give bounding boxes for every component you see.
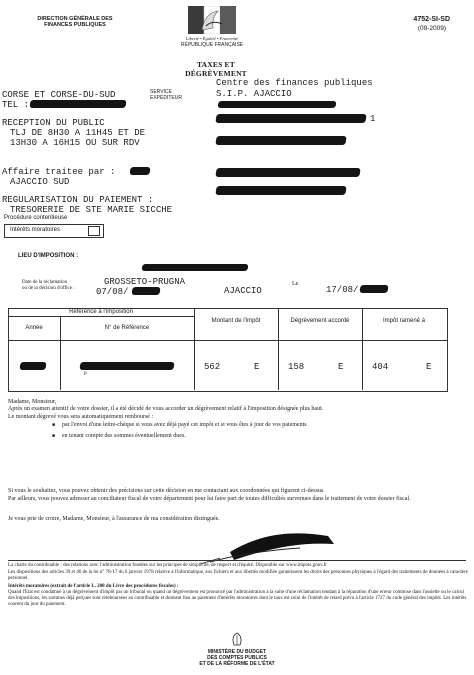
table-montant: 562 bbox=[204, 362, 221, 372]
form-code: 4752-SI-SD bbox=[413, 16, 450, 23]
redaction-tel bbox=[29, 100, 126, 108]
table-degrevement: 158 bbox=[288, 362, 305, 372]
table-col-montant: Montant de l'impôt bbox=[211, 318, 261, 324]
motto: Liberté • Égalité • Fraternité bbox=[185, 36, 239, 41]
redaction-address-3 bbox=[215, 136, 346, 145]
letter-bullet-2: en tenant compte des sommes éventuellement dues. bbox=[62, 433, 186, 439]
redaction-reference bbox=[79, 362, 174, 370]
form-date: (09-2009) bbox=[417, 25, 446, 32]
reclamation-city: AJACCIO bbox=[224, 286, 262, 296]
reclamation-date2: 17/08/ bbox=[326, 285, 359, 295]
bullet-1-icon: ■ bbox=[52, 423, 56, 428]
table-montant-currency: E bbox=[254, 362, 260, 372]
ministry-line1: MINISTÈRE DU BUDGET bbox=[207, 649, 267, 655]
table-col-ref: N° de Référence bbox=[104, 325, 150, 331]
reclamation-label2: ou de la décision d'office : bbox=[22, 286, 75, 291]
letter-bullet-1: par l'envoi d'une lettre-chèque si vous avez déjà payé cet impôt et si vous êtes à jour de vos paiements bbox=[62, 422, 307, 428]
reclamation-le: Le bbox=[292, 281, 299, 287]
table-ramene: 404 bbox=[372, 362, 389, 372]
footer-interets-text: Quand l'Etat est condamné à un dégrèvement d'impôt par un tribunal ou quand un dégrèvement est prononcé par l'administration à la suite d'une réclamation tendant à la réparation d'une erreur commise dans l'assiette ou le calcul des impositions, les sommes déjà perçues sont remboursées au contribuable et donnent lieu au paiement d'intérêts moratoires dont le taux est celui de l'intérêt de retard prévu à l'article 1727 du code général des impôts. Les intérêts courent du jour du paiement. bbox=[8, 590, 467, 607]
table-col-annee: Année bbox=[25, 325, 43, 331]
letter-paragraph-2: Le montant dégrevé vous sera automatiquement remboursé : bbox=[8, 414, 154, 420]
redaction-date1 bbox=[131, 287, 160, 295]
letter-paragraph-4: Par ailleurs, vous pouvez adresser au conciliateur fiscal de votre département pour lui faire part de toutes difficultés survenues dans le traitement de votre dossier fiscal. bbox=[8, 496, 411, 502]
interets-moratoires-label: Intérêts moratoires bbox=[10, 227, 61, 233]
footer-charte: La charte du contribuable : des relations avec l'administration fondées sur les principes de simplicité, de respect et d'équité. Disponible sur www.impots.gouv.fr bbox=[8, 563, 327, 568]
direction-generale bbox=[30, 16, 120, 28]
reclamation-lieu: GROSSETO-PRUGNA bbox=[104, 277, 186, 287]
redaction-address-4 bbox=[215, 168, 360, 177]
reception-line2: TLJ DE 8H30 A 11H45 ET DE bbox=[10, 128, 146, 138]
table-ramene-currency: E bbox=[426, 362, 432, 372]
redaction-address-5 bbox=[215, 186, 346, 195]
table-ref-suffix: P bbox=[84, 372, 87, 377]
ministry-line3: ET DE LA RÉFORME DE L'ÉTAT bbox=[199, 661, 275, 667]
redaction-date2 bbox=[359, 285, 388, 293]
direction-line1: DIRECTION GÉNÉRALE DES bbox=[37, 16, 113, 22]
interets-moratoires-checkbox bbox=[88, 226, 100, 236]
sender-tel: TEL : bbox=[2, 100, 30, 110]
reclamation-date: 07/08/ bbox=[96, 287, 129, 297]
sender-centre: Centre des finances publiques bbox=[216, 78, 373, 88]
reclamation-label1: Date de la réclamation bbox=[22, 280, 68, 285]
footer-interets-title: Intérêts moratoires (extrait de l'article L. 208 du Livre des procédures fiscales) : bbox=[8, 584, 179, 589]
bullet-2-icon: ■ bbox=[52, 434, 56, 439]
letter-paragraph-5: Je vous prie de croire, Madame, Monsieur, à l'assurance de ma considération distinguée. bbox=[8, 516, 220, 522]
label-service: SERVICE bbox=[150, 89, 172, 95]
affaire-label: Affaire traitee par : bbox=[2, 167, 116, 177]
redaction-annee bbox=[19, 362, 46, 370]
ministry-logo bbox=[228, 632, 246, 646]
procedure-contentieuse: Procédure contentieuse bbox=[4, 215, 68, 221]
table-ref-header: Référence à l'imposition bbox=[69, 309, 133, 315]
redaction-affaire bbox=[129, 167, 150, 175]
sender-sip: S.I.P. AJACCIO bbox=[216, 89, 292, 99]
regularisation-value: TRESORERIE DE STE MARIE SICCHE bbox=[10, 205, 173, 215]
republique-francaise: RÉPUBLIQUE FRANÇAISE bbox=[180, 42, 244, 48]
signature-icon bbox=[200, 524, 350, 564]
signature bbox=[200, 524, 350, 564]
salutation: Madame, Monsieur, bbox=[8, 399, 57, 405]
ministry-line2: DES COMPTES PUBLICS bbox=[207, 655, 267, 661]
affaire-value: AJACCIO SUD bbox=[10, 177, 70, 187]
reception-line1: RECEPTION DU PUBLIC bbox=[2, 118, 105, 128]
letter-paragraph-1: Après un examen attentif de votre dossier, il a été décidé de vous accorder un dégrèvement relatif à l'imposition désignée plus haut. bbox=[8, 406, 324, 412]
ministry-emblem-icon bbox=[228, 632, 246, 646]
address-suffix: 1 bbox=[370, 114, 376, 124]
document-title: TAXES ET DÉGRÈVEMENT bbox=[185, 60, 247, 78]
sender-corse: CORSE ET CORSE-DU-SUD bbox=[2, 90, 116, 100]
footer-dispositions: Les dispositions des articles 39 et 40 de la loi n° 78-17 du 6 janvier 1978 relative à l'informatique, aux fichiers et aux libertés modifiée garantissent les droits des personnes physiques à l'égard des traitements de données à caractère personnel. bbox=[8, 570, 468, 581]
marianne-logo-icon bbox=[188, 6, 236, 34]
regularisation-label: REGULARISATION DU PAIEMENT : bbox=[2, 195, 154, 205]
lieu-imposition-label: LIEU D'IMPOSITION : bbox=[18, 253, 79, 259]
letter-paragraph-3: Si vous le souhaitez, vous pouvez obtenir des précisions sur cette décision en me contactant aux coordonnées qui figurent ci-dessus. bbox=[8, 488, 325, 494]
redaction-lieu bbox=[142, 264, 249, 271]
table-subheader-line bbox=[8, 316, 194, 317]
marianne-logo bbox=[188, 6, 236, 34]
reception-line3: 13H30 A 16H15 OU SUR RDV bbox=[10, 138, 140, 148]
table-col-ramene: Impôt ramené à bbox=[382, 318, 426, 324]
label-expediteur: EXPÉDITEUR bbox=[150, 95, 182, 101]
direction-line2: FINANCES PUBLIQUES bbox=[44, 22, 106, 28]
table-header-line bbox=[8, 340, 447, 341]
redaction-address-1 bbox=[218, 101, 337, 108]
redaction-address-2 bbox=[215, 114, 366, 123]
table-col-degrevement: Dégrèvement accordé bbox=[290, 318, 350, 324]
footer-divider bbox=[8, 560, 466, 561]
table-degrevement-currency: E bbox=[338, 362, 344, 372]
